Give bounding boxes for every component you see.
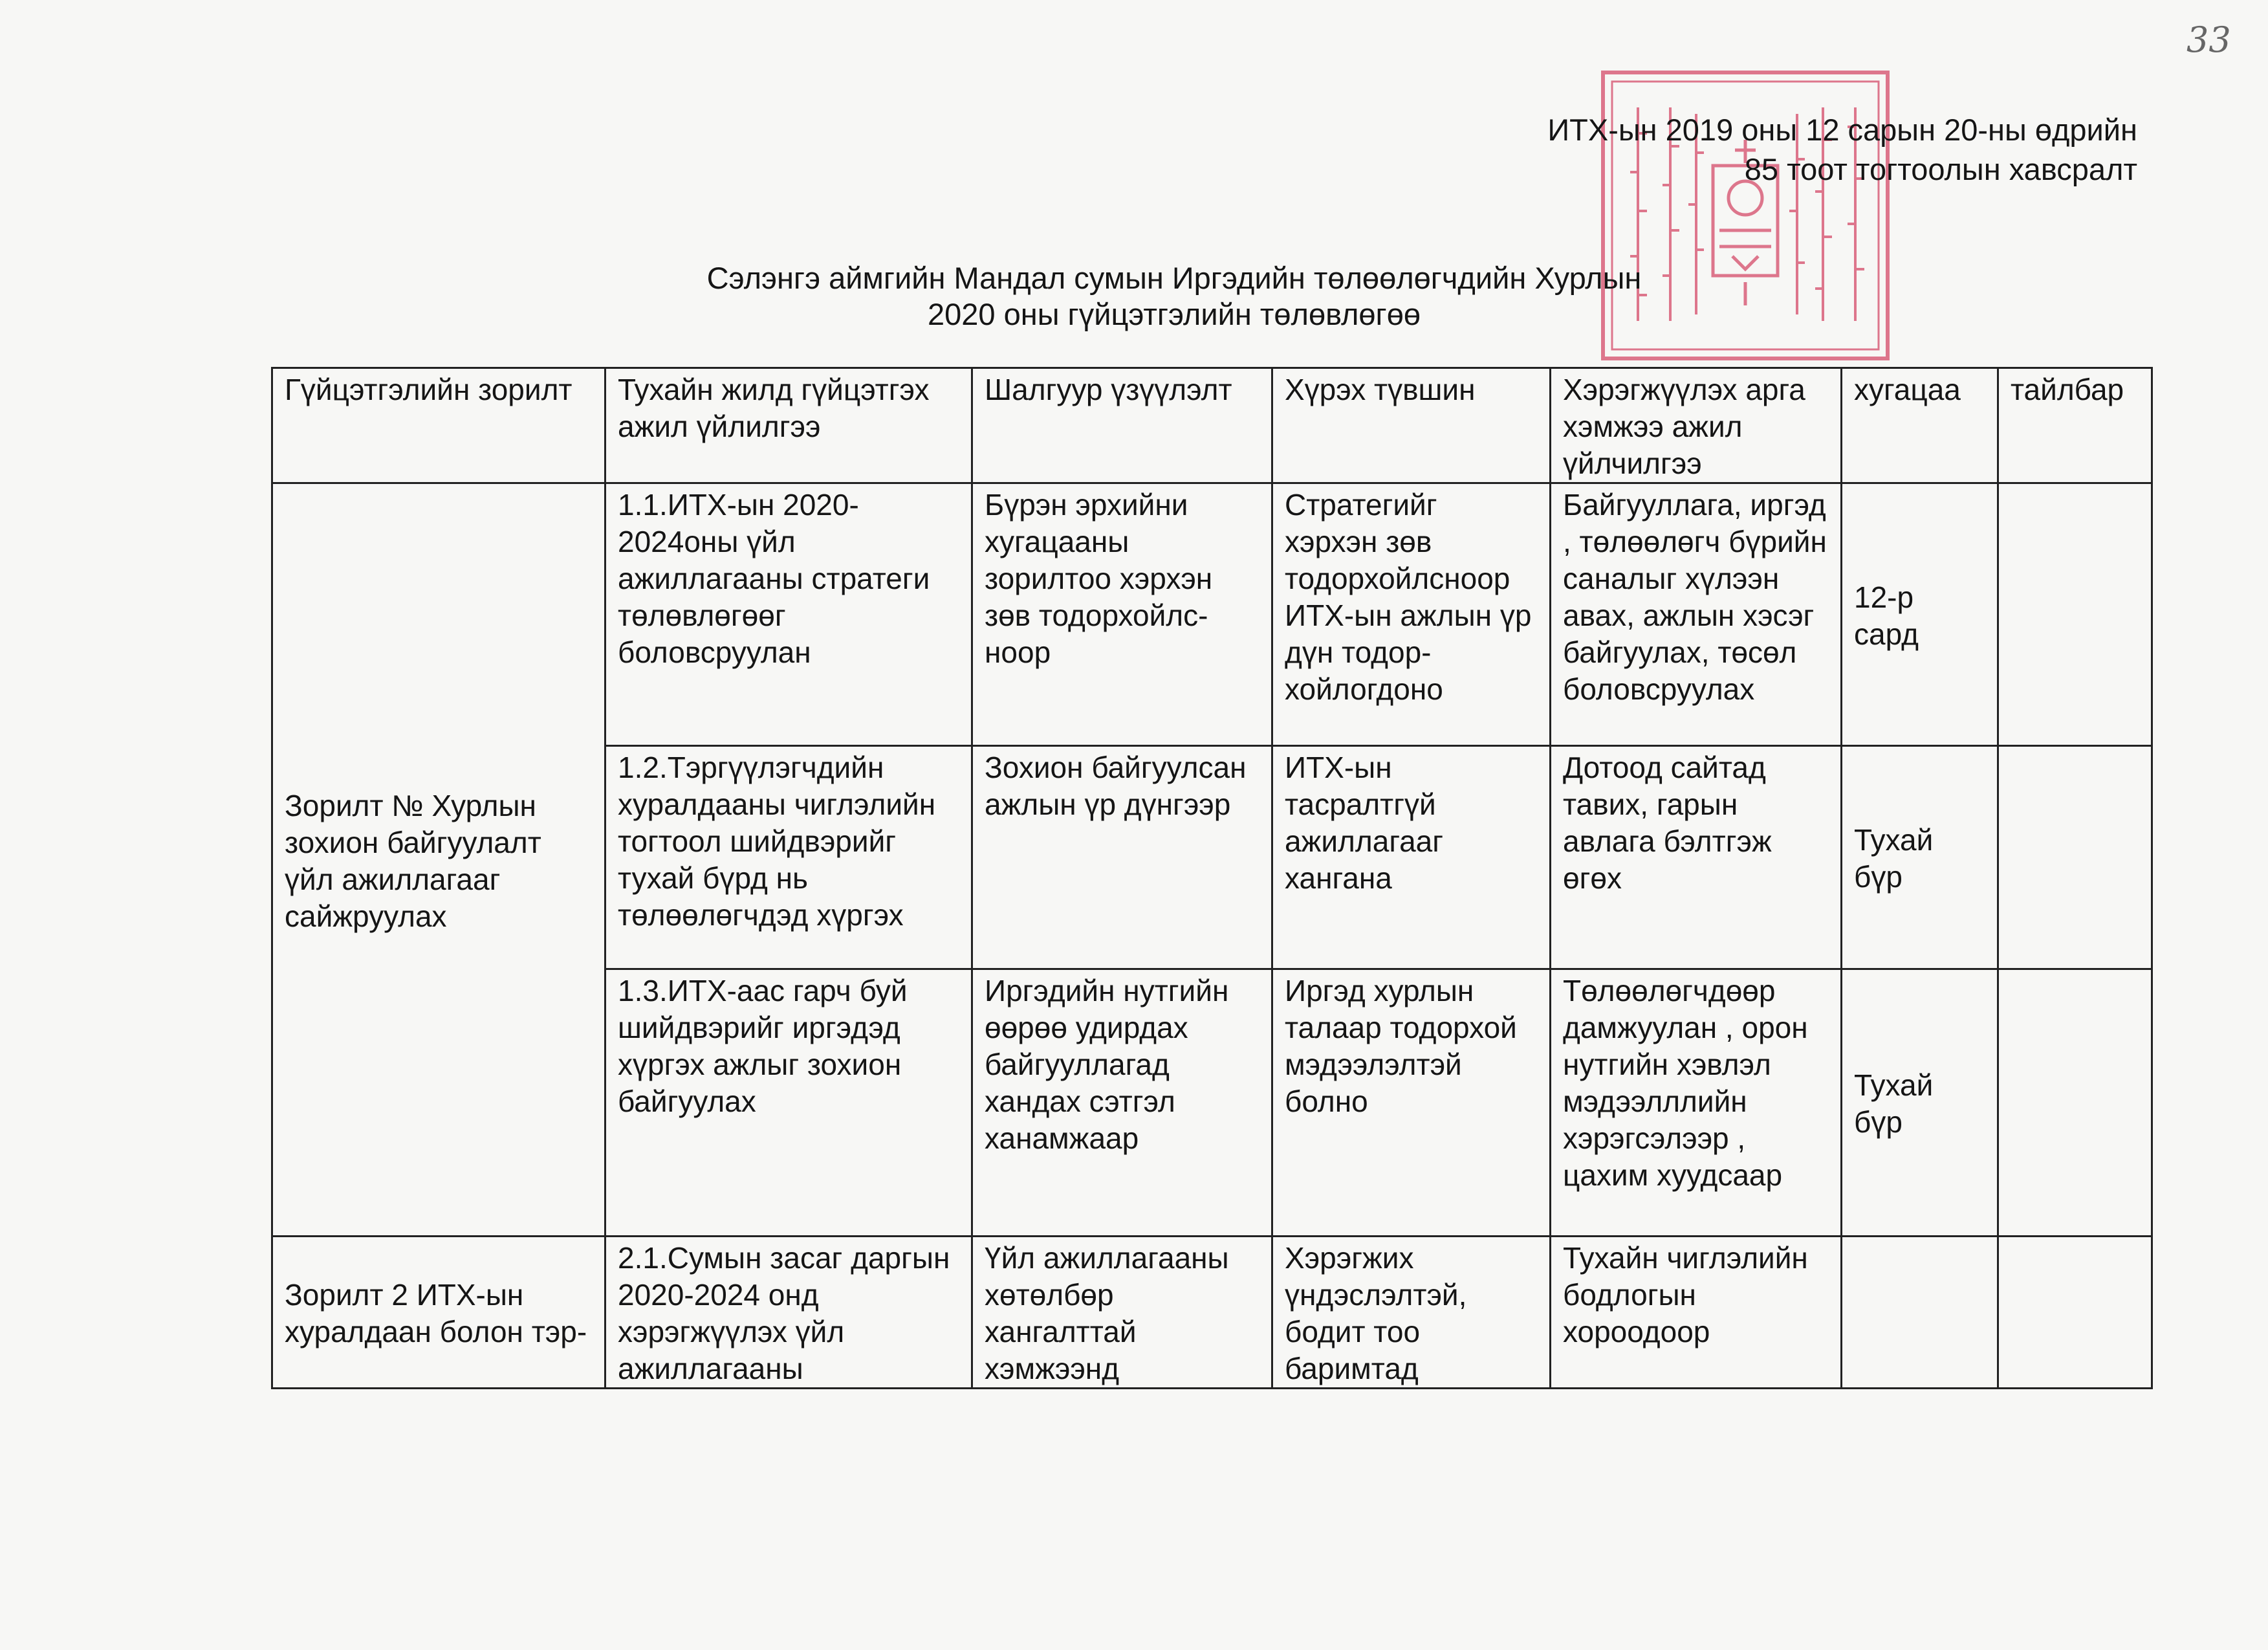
note-cell <box>1998 483 2152 746</box>
note-cell <box>1998 746 2152 969</box>
measures-cell: Тухайн чиглэлийн бодлогын хороодоор <box>1551 1237 1842 1389</box>
measures-cell: Төлөөлөгчдөөр дамжуулан , орон нутгийн хэвлэл мэдээлллийн хэрэгсэлээр , цахим хуудсаар <box>1551 969 1842 1237</box>
criteria-cell: Бүрэн эрхийни хугацааны зорилтоо хэрхэн зөв тодорхойлс-ноор <box>972 483 1272 746</box>
annex-line-1: ИТХ-ын 2019 оны 12 сарын 20-ны өдрийн <box>1547 113 2137 147</box>
table-row <box>272 483 2152 746</box>
annex-line-2: 85 тоот тогтоолын хавсралт <box>1744 152 2137 186</box>
header-goal: Гүйцэтгэлийн зорилт <box>272 368 605 483</box>
performance-plan-table <box>271 367 2153 1389</box>
header-note: тайлбар <box>1998 368 2152 483</box>
goal-2-cell: Зорилт 2 ИТХ-ын хуралдаан болон тэр- <box>272 1237 605 1389</box>
criteria-cell: Иргэдийн нутгийн өөрөө удирдах байгууллагад хандах сэтгэл ханамжаар <box>972 969 1272 1237</box>
table-row <box>272 1237 2152 1389</box>
header-level: Хүрэх түвшин <box>1272 368 1551 483</box>
header-task: Тухайн жилд гүйцэтгэх ажил үйлилгээ <box>605 368 972 483</box>
level-cell: Стратегийг хэрхэн зөв тодорхойлсноор ИТХ-ын ажлын үр дүн тодор-хойлогдоно <box>1272 483 1551 746</box>
header-measures: Хэрэгжүүлэх арга хэмжээ ажил үйлчилгээ <box>1551 368 1842 483</box>
criteria-cell: Зохион байгуулсан ажлын үр дүнгээр <box>972 746 1272 969</box>
criteria-cell: Үйл ажиллагааны хөтөлбөр хангалттай хэмжээнд <box>972 1237 1272 1389</box>
deadline-cell: 12-р сард <box>1842 483 1998 746</box>
task-cell: 1.3.ИТХ-аас гарч буй шийдвэрийг иргэдэд хүргэх ажлыг зохион байгуулах <box>605 969 972 1237</box>
level-cell: ИТХ-ын тасралтгүй ажиллагааг хангана <box>1272 746 1551 969</box>
note-cell <box>1998 969 2152 1237</box>
title-line-1: Сэлэнгэ аймгийн Мандал сумын Иргэдийн төлөөлөгчдийн Хурлын <box>706 261 1642 295</box>
level-cell: Иргэд хурлын талаар тодорхой мэдээлэлтэй болно <box>1272 969 1551 1237</box>
title-line-2: 2020 оны гүйцэтгэлийн төлөвлөгөө <box>928 297 1421 331</box>
task-cell: 1.1.ИТХ-ын 2020-2024оны үйл ажиллагааны стратеги төлөвлөгөөг боловсруулан <box>605 483 972 746</box>
task-cell: 2.1.Сумын засаг даргын 2020-2024 онд хэрэгжүүлэх үйл ажиллагааны <box>605 1237 972 1389</box>
goal-1-cell: Зорилт № Хурлын зохион байгуулалт үйл ажиллагааг сайжруулах <box>272 483 605 1237</box>
deadline-cell: Тухай бүр <box>1842 746 1998 969</box>
deadline-cell <box>1842 1237 1998 1389</box>
task-cell: 1.2.Тэргүүлэгчдийн хуралдааны чиглэлийн тогтоол шийдвэрийг тухай бүрд нь төлөөлөгчдэд хүргэх <box>605 746 972 969</box>
page-number: 33 <box>2186 19 2231 60</box>
level-cell: Хэрэгжих үндэслэлтэй, бодит тоо баримтад <box>1272 1237 1551 1389</box>
annex-reference <box>1488 110 2137 189</box>
deadline-cell: Тухай бүр <box>1842 969 1998 1237</box>
note-cell <box>1998 1237 2152 1389</box>
measures-cell: Дотоод сайтад тавих, гарын авлага бэлтгэж өгөх <box>1551 746 1842 969</box>
header-criteria: Шалгуур үзүүлэлт <box>972 368 1272 483</box>
measures-cell: Байгууллага, иргэд , төлөөлөгч бүрийн саналыг хүлээн авах, ажлын хэсэг байгуулах, төсөл боловсруулах <box>1551 483 1842 746</box>
header-deadline: хугацаа <box>1842 368 1998 483</box>
document-title <box>569 260 1779 333</box>
table-header-row <box>272 368 2152 483</box>
